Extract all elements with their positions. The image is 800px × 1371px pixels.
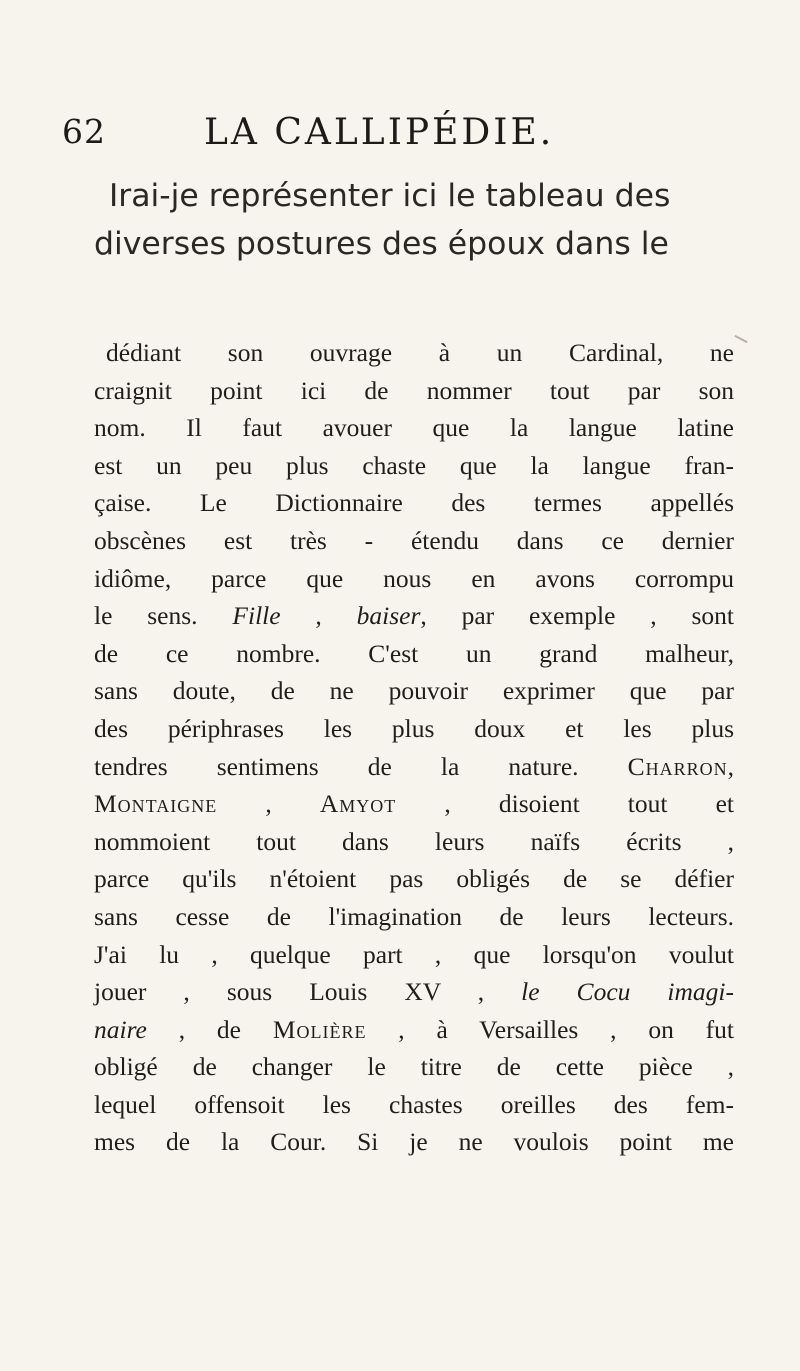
body-line-18-a: jouer , sous Louis XV , — [94, 977, 522, 1007]
body-line-13-b: , — [217, 789, 320, 819]
author-amyot: Amyot — [319, 789, 397, 819]
body-line-5: çaise. Le Dictionnaire des termes appellés — [94, 488, 734, 518]
body-line-8 — [94, 597, 734, 635]
author-charron: Charron — [627, 751, 728, 781]
body-line-12 — [94, 748, 734, 786]
body-line-21: lequel offensoit les chastes oreilles des fem- — [94, 1089, 734, 1119]
body-line-10: sans doute, de ne pouvoir exprimer que par — [94, 676, 734, 706]
author-montaigne: Montaigne — [94, 789, 218, 819]
body-line-19-d: , à Versailles , on fut — [366, 1014, 734, 1044]
body-line-16: sans cesse de l'imagination de leurs lecteurs. — [94, 901, 734, 931]
body-line-1: dédiant son ouvrage à un Cardinal, ne — [106, 338, 734, 367]
body-line-11: des périphrases les plus doux et les plus — [94, 713, 734, 743]
body-line-13 — [94, 785, 734, 823]
body-line-20: obligé de changer le titre de cette pièce , — [94, 1052, 734, 1082]
body-line-13-d: , disoient tout et — [396, 789, 734, 819]
ink-mark — [734, 335, 747, 343]
intro-line-1: Irai-je représenter ici le tableau des — [109, 178, 671, 214]
body-line-8-a: le sens. — [94, 601, 233, 631]
body-line-6: obscènes est très - étendu dans ce dernier — [94, 525, 734, 555]
body-line-8-italic: Fille , baiser — [232, 601, 421, 631]
body-line-17: J'ai lu , quelque part , que lorsqu'on voulut — [94, 939, 734, 969]
page-number: 62 — [62, 112, 106, 151]
body-line-4: est un peu plus chaste que la langue fran- — [94, 450, 734, 480]
body-line-8-c: , par exemple , sont — [420, 601, 734, 631]
body-line-19 — [94, 1011, 734, 1049]
body-line-2: craignit point ici de nommer tout par son — [94, 375, 734, 405]
intro-line-2: diverses postures des époux dans le — [94, 226, 669, 262]
body-line-9: de ce nombre. C'est un grand malheur, — [94, 638, 734, 668]
body-line-18 — [94, 973, 734, 1011]
footnote-body — [94, 334, 734, 1161]
work-title-part-1: le Cocu imagi- — [521, 977, 734, 1007]
body-line-19-b: , de — [146, 1014, 273, 1044]
verse-intro — [94, 172, 734, 268]
page-header — [62, 112, 722, 162]
body-line-7: idiôme, parce que nous en avons corrompu — [94, 563, 734, 593]
body-line-12-c: , — [727, 751, 734, 781]
body-line-15: parce qu'ils n'étoient pas obligés de se défier — [94, 864, 734, 894]
body-line-3: nom. Il faut avouer que la langue latine — [94, 413, 734, 443]
body-line-14: nommoient tout dans leurs naïfs écrits , — [94, 826, 734, 856]
running-title: LA CALLIPÉDIE. — [204, 112, 555, 153]
work-title-part-2: naire — [94, 1014, 147, 1044]
body-line-22: mes de la Cour. Si je ne voulois point me — [94, 1127, 734, 1157]
body-line-12-a: tendres sentimens de la nature. — [94, 751, 628, 781]
author-moliere: Molière — [272, 1014, 367, 1044]
